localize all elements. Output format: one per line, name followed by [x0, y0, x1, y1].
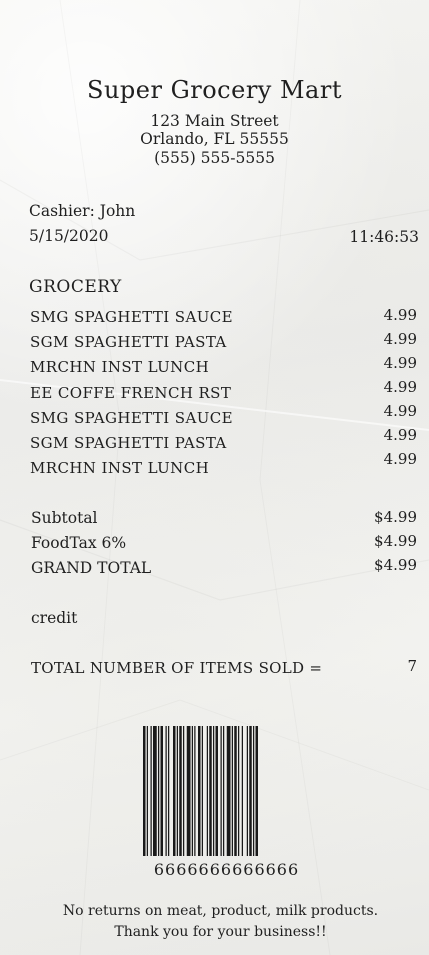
store-name: Super Grocery Mart	[87, 76, 342, 104]
item-price: 4.99	[383, 354, 417, 372]
barcode-bar	[153, 726, 157, 856]
cashier-name: Cashier: John	[29, 202, 136, 220]
barcode-bar	[168, 726, 169, 856]
return-policy: No returns on meat, product, milk products.	[62, 903, 379, 919]
store-phone: (555) 555-5555	[154, 149, 275, 167]
barcode-bar	[253, 726, 254, 856]
item-price: 4.99	[383, 306, 417, 324]
item-name: MRCHN INST LUNCH	[30, 459, 210, 477]
items-sold-label: TOTAL NUMBER OF ITEMS SOLD =	[31, 659, 323, 677]
barcode-bar	[147, 726, 148, 856]
item-name: MRCHN INST LUNCH	[30, 358, 210, 376]
barcode-bar	[202, 726, 203, 856]
item-price: 4.99	[383, 378, 417, 396]
items-sold-count: 7	[407, 657, 417, 675]
barcode-bar	[166, 726, 167, 856]
store-address-street: 123 Main Street	[150, 112, 279, 130]
barcode-bar	[173, 726, 176, 856]
barcode-bar	[242, 726, 243, 856]
section-title: GROCERY	[29, 277, 122, 297]
tax-label: FoodTax 6%	[31, 534, 127, 552]
barcode-bar	[198, 726, 201, 856]
item-name: EE COFFE FRENCH RST	[30, 384, 232, 402]
barcode-bar	[183, 726, 184, 856]
barcode-bar	[247, 726, 248, 856]
item-price: 4.99	[383, 426, 417, 444]
barcode-bar	[234, 726, 237, 856]
grand-total-label: GRAND TOTAL	[31, 559, 152, 577]
barcode-bar	[209, 726, 212, 856]
barcode-bar	[223, 726, 224, 856]
item-name: SGM SPAGHETTI PASTA	[30, 434, 227, 452]
barcode-bar	[221, 726, 222, 856]
barcode-number: 6666666666666	[153, 860, 300, 879]
barcode-bar	[177, 726, 178, 856]
barcode-bar	[213, 726, 214, 856]
transaction-time: 11:46:53	[349, 228, 419, 246]
barcode-bar	[238, 726, 239, 856]
barcode-bar	[227, 726, 231, 856]
barcode-bar	[256, 726, 259, 856]
item-price: 4.99	[383, 330, 417, 348]
item-name: SGM SPAGHETTI PASTA	[30, 333, 227, 351]
store-address-city: Orlando, FL 55555	[140, 130, 289, 148]
barcode-bar	[187, 726, 191, 856]
subtotal-label: Subtotal	[31, 509, 98, 527]
grand-total-value: $4.99	[374, 556, 417, 574]
barcode-bar	[179, 726, 182, 856]
barcode-bar	[192, 726, 193, 856]
barcode-bar	[207, 726, 208, 856]
barcode	[143, 726, 310, 856]
barcode-bar	[158, 726, 159, 856]
item-name: SMG SPAGHETTI SAUCE	[30, 409, 233, 427]
barcode-bar	[194, 726, 195, 856]
item-price: 4.99	[383, 402, 417, 420]
thank-you-message: Thank you for your business!!	[114, 924, 327, 940]
item-price: 4.99	[383, 450, 417, 468]
barcode-bar	[249, 726, 252, 856]
payment-method: credit	[31, 609, 78, 627]
barcode-bar	[143, 726, 146, 856]
item-name: SMG SPAGHETTI SAUCE	[30, 308, 233, 326]
barcode-bar	[232, 726, 233, 856]
barcode-bar	[216, 726, 219, 856]
transaction-date: 5/15/2020	[29, 227, 109, 245]
subtotal-value: $4.99	[374, 508, 417, 526]
barcode-bar	[161, 726, 164, 856]
barcode-bar	[151, 726, 152, 856]
tax-value: $4.99	[374, 532, 417, 550]
